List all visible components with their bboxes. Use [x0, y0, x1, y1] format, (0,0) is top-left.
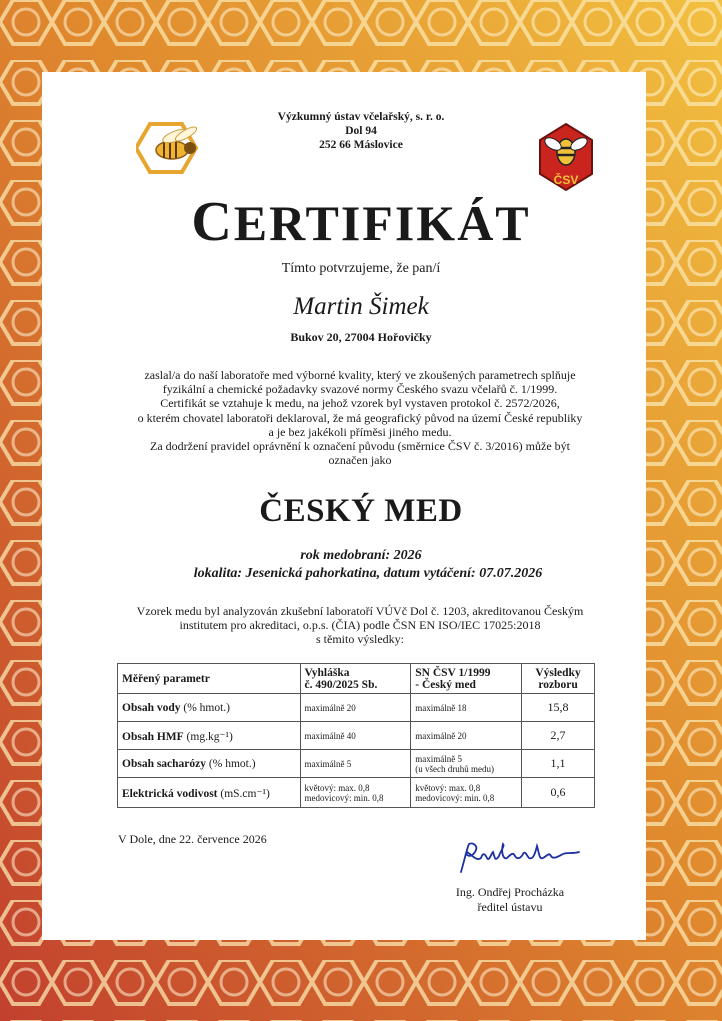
param-cell: Obsah vody (% hmot.) [118, 694, 301, 722]
locality-line: lokalita: Jesenická pahorkatina, datum vytáčení: 07.07.2026 [193, 566, 543, 581]
header-parameter: Měřený parametr [118, 664, 301, 694]
result-cell: 2,7 [522, 722, 595, 750]
signatory-name: Ing. Ondřej Procházka [455, 885, 565, 899]
certificate-body [110, 368, 610, 467]
norm-cell: maximálně 18 [411, 694, 522, 722]
norm-cell: maximálně 20 [411, 722, 522, 750]
analysis-line: institutem pro akreditaci, o.p.s. (ČIA) podle ČSN EN ISO/IEC 17025:2018 [179, 618, 541, 632]
table-row [118, 778, 595, 808]
analysis-text [95, 604, 625, 646]
table-row [118, 694, 595, 722]
law-cell: květový: max. 0,8 medovicový: min. 0,8 [300, 778, 411, 808]
norm-cell: květový: max. 0,8 medovicový: min. 0,8 [411, 778, 522, 808]
body-line: zaslal/a do naší laboratoře med výborné kvality, který ve zkoušených parametrech splňuje [144, 368, 576, 382]
table-header-row [118, 664, 595, 694]
law-cell: maximálně 20 [300, 694, 411, 722]
body-line: o kterém chovatel laboratoři deklaroval, že má geografický původ na území České republiky [137, 410, 583, 425]
result-cell: 0,6 [522, 778, 595, 808]
confirm-text: Tímto potvrzujeme, že pan/í [281, 261, 441, 276]
harvest-year: rok medobraní: 2026 [300, 548, 422, 563]
analysis-line: s těmito výsledky: [316, 632, 404, 646]
signatory-role: ředitel ústavu [477, 900, 543, 914]
body-line: a je bez jakékoli příměsi jiného medu. [268, 424, 452, 439]
certificate-title: CERTIFIKÁT [191, 191, 531, 253]
law-cell: maximálně 5 [300, 750, 411, 778]
body-line: označen jako [328, 453, 392, 468]
param-cell: Obsah sacharózy (% hmot.) [118, 750, 301, 778]
body-line: Certifikát se vztahuje k medu, na jehož vzorek byl vystaven protokol č. 2572/2026, [160, 396, 560, 411]
product-title: ČESKÝ MED [259, 493, 463, 529]
table-row [118, 722, 595, 750]
analysis-line: Vzorek medu byl analyzován zkušební laboratoří VÚVč Dol č. 1203, akreditovanou Českým [136, 604, 584, 618]
signatory [420, 885, 600, 915]
institute-name: Výzkumný ústav včelařský, s. r. o. [277, 111, 445, 123]
recipient-name: Martin Šimek [293, 293, 429, 320]
institute-city: 252 66 Máslovice [319, 139, 403, 151]
recipient-address: Bukov 20, 27004 Hořovičky [290, 330, 432, 344]
norm-cell: maximálně 5 (u všech druhů medu) [411, 750, 522, 778]
header-norm: SN ČSV 1/1999 - Český med [411, 664, 522, 694]
csv-logo-text: ČSV [553, 173, 579, 187]
result-cell: 15,8 [522, 694, 595, 722]
param-cell: Obsah HMF (mg.kg⁻¹) [118, 722, 301, 750]
table-row [118, 750, 595, 778]
signature-image [455, 838, 585, 878]
result-cell: 1,1 [522, 750, 595, 778]
header-law: Vyhláška č. 490/2025 Sb. [300, 664, 411, 694]
institute-street: Dol 94 [345, 125, 377, 137]
place-date: V Dole, dne 22. července 2026 [118, 832, 267, 846]
body-line: fyzikální a chemické požadavky svazové normy Českého svazu včelařů č. 1/1999. [162, 382, 558, 397]
results-table [117, 663, 595, 808]
param-cell: Elektrická vodivost (mS.cm⁻¹) [118, 778, 301, 808]
body-line: Za dodržení pravidel oprávnění k označení původu (směrnice ČSV č. 3/2016) může být [150, 439, 570, 454]
institute-header [0, 110, 722, 152]
law-cell: maximálně 40 [300, 722, 411, 750]
header-result: Výsledky rozboru [522, 664, 595, 694]
